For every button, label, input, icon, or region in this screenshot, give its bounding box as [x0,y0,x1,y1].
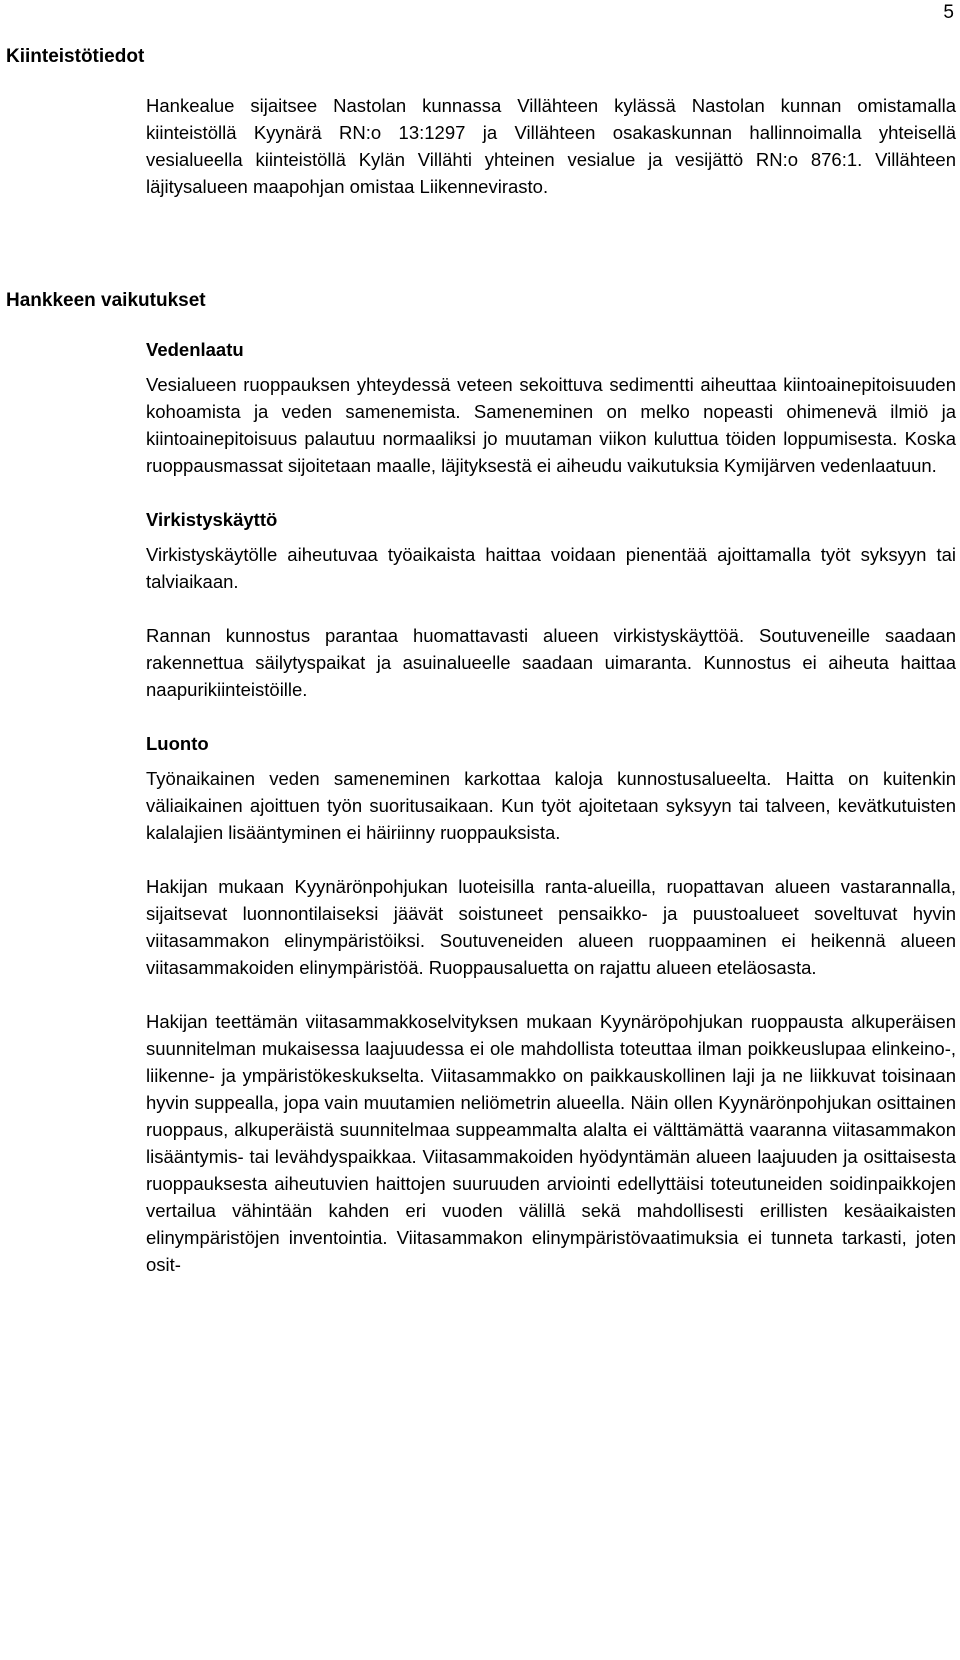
subheading-luonto: Luonto [146,733,209,754]
section-body-kiinteistotiedot [146,92,956,200]
section-heading-kiinteistotiedot: Kiinteistötiedot [6,46,145,67]
paragraph-kiinteistotiedot: Hankealue sijaitsee Nastolan kunnassa Villähteen kylässä Nastolan kunnan omistamalla kiinteistöllä Kyynärä RN:o 13:1297 ja Villähteen osakaskunnan hallinnoimalla yhteisellä vesialueella kiinteistöllä Kylän Villähti yhteinen vesialue ja vesijättö RN:o 876:1. Villähteen läjitysalueen maapohjan omistaa Liikennevirasto. [146,95,956,197]
page-number: 5 [943,2,954,23]
paragraph-luonto-3: Hakijan teettämän viitasammakkoselvityksen mukaan Kyynäröpohjukan ruoppausta alkuperäisen suunnitelman mukaisessa laajuudessa ei ole mahdollista toteuttaa ilman poikkeuslupaa elinkeino-, liikenne- ja ympäristökeskukselta. Viitasammakko on paikkauskollinen laji ja ne liikkuvat toisinaan hyvin suppealla, jopa vain muutamien neliömetrin alueella. Näin ollen Kyynärönpohjukan osittainen ruoppaus, alkuperäistä suunnitelmaa suppeammalta alalta ei välttämättä vaaranna viitasammakon lisääntymis- tai levähdyspaikkaa. Viitasammakoiden hyödyntämän alueen laajuuden ja osittaisesta ruoppauksesta aiheutuvien haittojen suuruuden arviointi edellyttäisi toteutuneiden soidinpaikkojen vertailua vähintään kahden eri vuoden välillä sekä mahdollisesti erillisten kesäaikaisten elinympäristöjen inventointia. Viitasammakon elinympäristövaatimuksia ei tunneta tarkasti, joten osit- [146,1011,956,1275]
paragraph-luonto-2: Hakijan mukaan Kyynärönpohjukan luoteisilla ranta-alueilla, ruopattavan alueen vastarannalla, sijaitsevat luonnontilaiseksi jäävät soistuneet pensaikko- ja puustoalueet soveltuvat hyvin viitasammakon elinympäristöiksi. Soutuveneiden alueen ruoppaaminen ei heikennä alueen viitasammakoiden elinympäristöä. Ruoppausaluetta on rajattu alueen eteläosasta. [146,876,956,978]
section-body-hankkeen-vaikutukset [146,336,956,1278]
paragraph-virkistyskaytto-1: Virkistyskäytölle aiheutuvaa työaikaista haittaa voidaan pienentää ajoittamalla työt syksyyn tai talviaikaan. [146,544,956,592]
paragraph-luonto-1: Työnaikainen veden sameneminen karkottaa kaloja kunnostusalueelta. Haitta on kuitenkin väliaikainen ajoittuen työn suoritusaikaan. Kun työt ajoitetaan syksyyn tai talveen, kevätkutuisten kalalajien lisääntyminen ei häiriinny ruoppauksista. [146,768,956,843]
paragraph-vedenlaatu: Vesialueen ruoppauksen yhteydessä veteen sekoittuva sedimentti aiheuttaa kiintoainepitoisuuden kohoamista ja veden samenemista. Sameneminen on melko nopeasti ohimenevä ilmiö ja kiintoainepitoisuus palautuu normaaliksi jo muutaman viikon kuluttua töiden loppumisesta. Koska ruoppausmassat sijoitetaan maalle, läjityksestä ei aiheudu vaikutuksia Kymijärven vedenlaatuun. [146,374,956,476]
subheading-vedenlaatu: Vedenlaatu [146,339,244,360]
paragraph-virkistyskaytto-2: Rannan kunnostus parantaa huomattavasti alueen virkistyskäyttöä. Soutuveneille saadaan rakennettua säilytyspaikat ja asuinalueelle saadaan uimaranta. Kunnostus ei aiheuta haittaa naapurikiinteistöille. [146,625,956,700]
subheading-virkistyskaytto: Virkistyskäyttö [146,509,278,530]
section-heading-hankkeen-vaikutukset: Hankkeen vaikutukset [6,290,206,311]
